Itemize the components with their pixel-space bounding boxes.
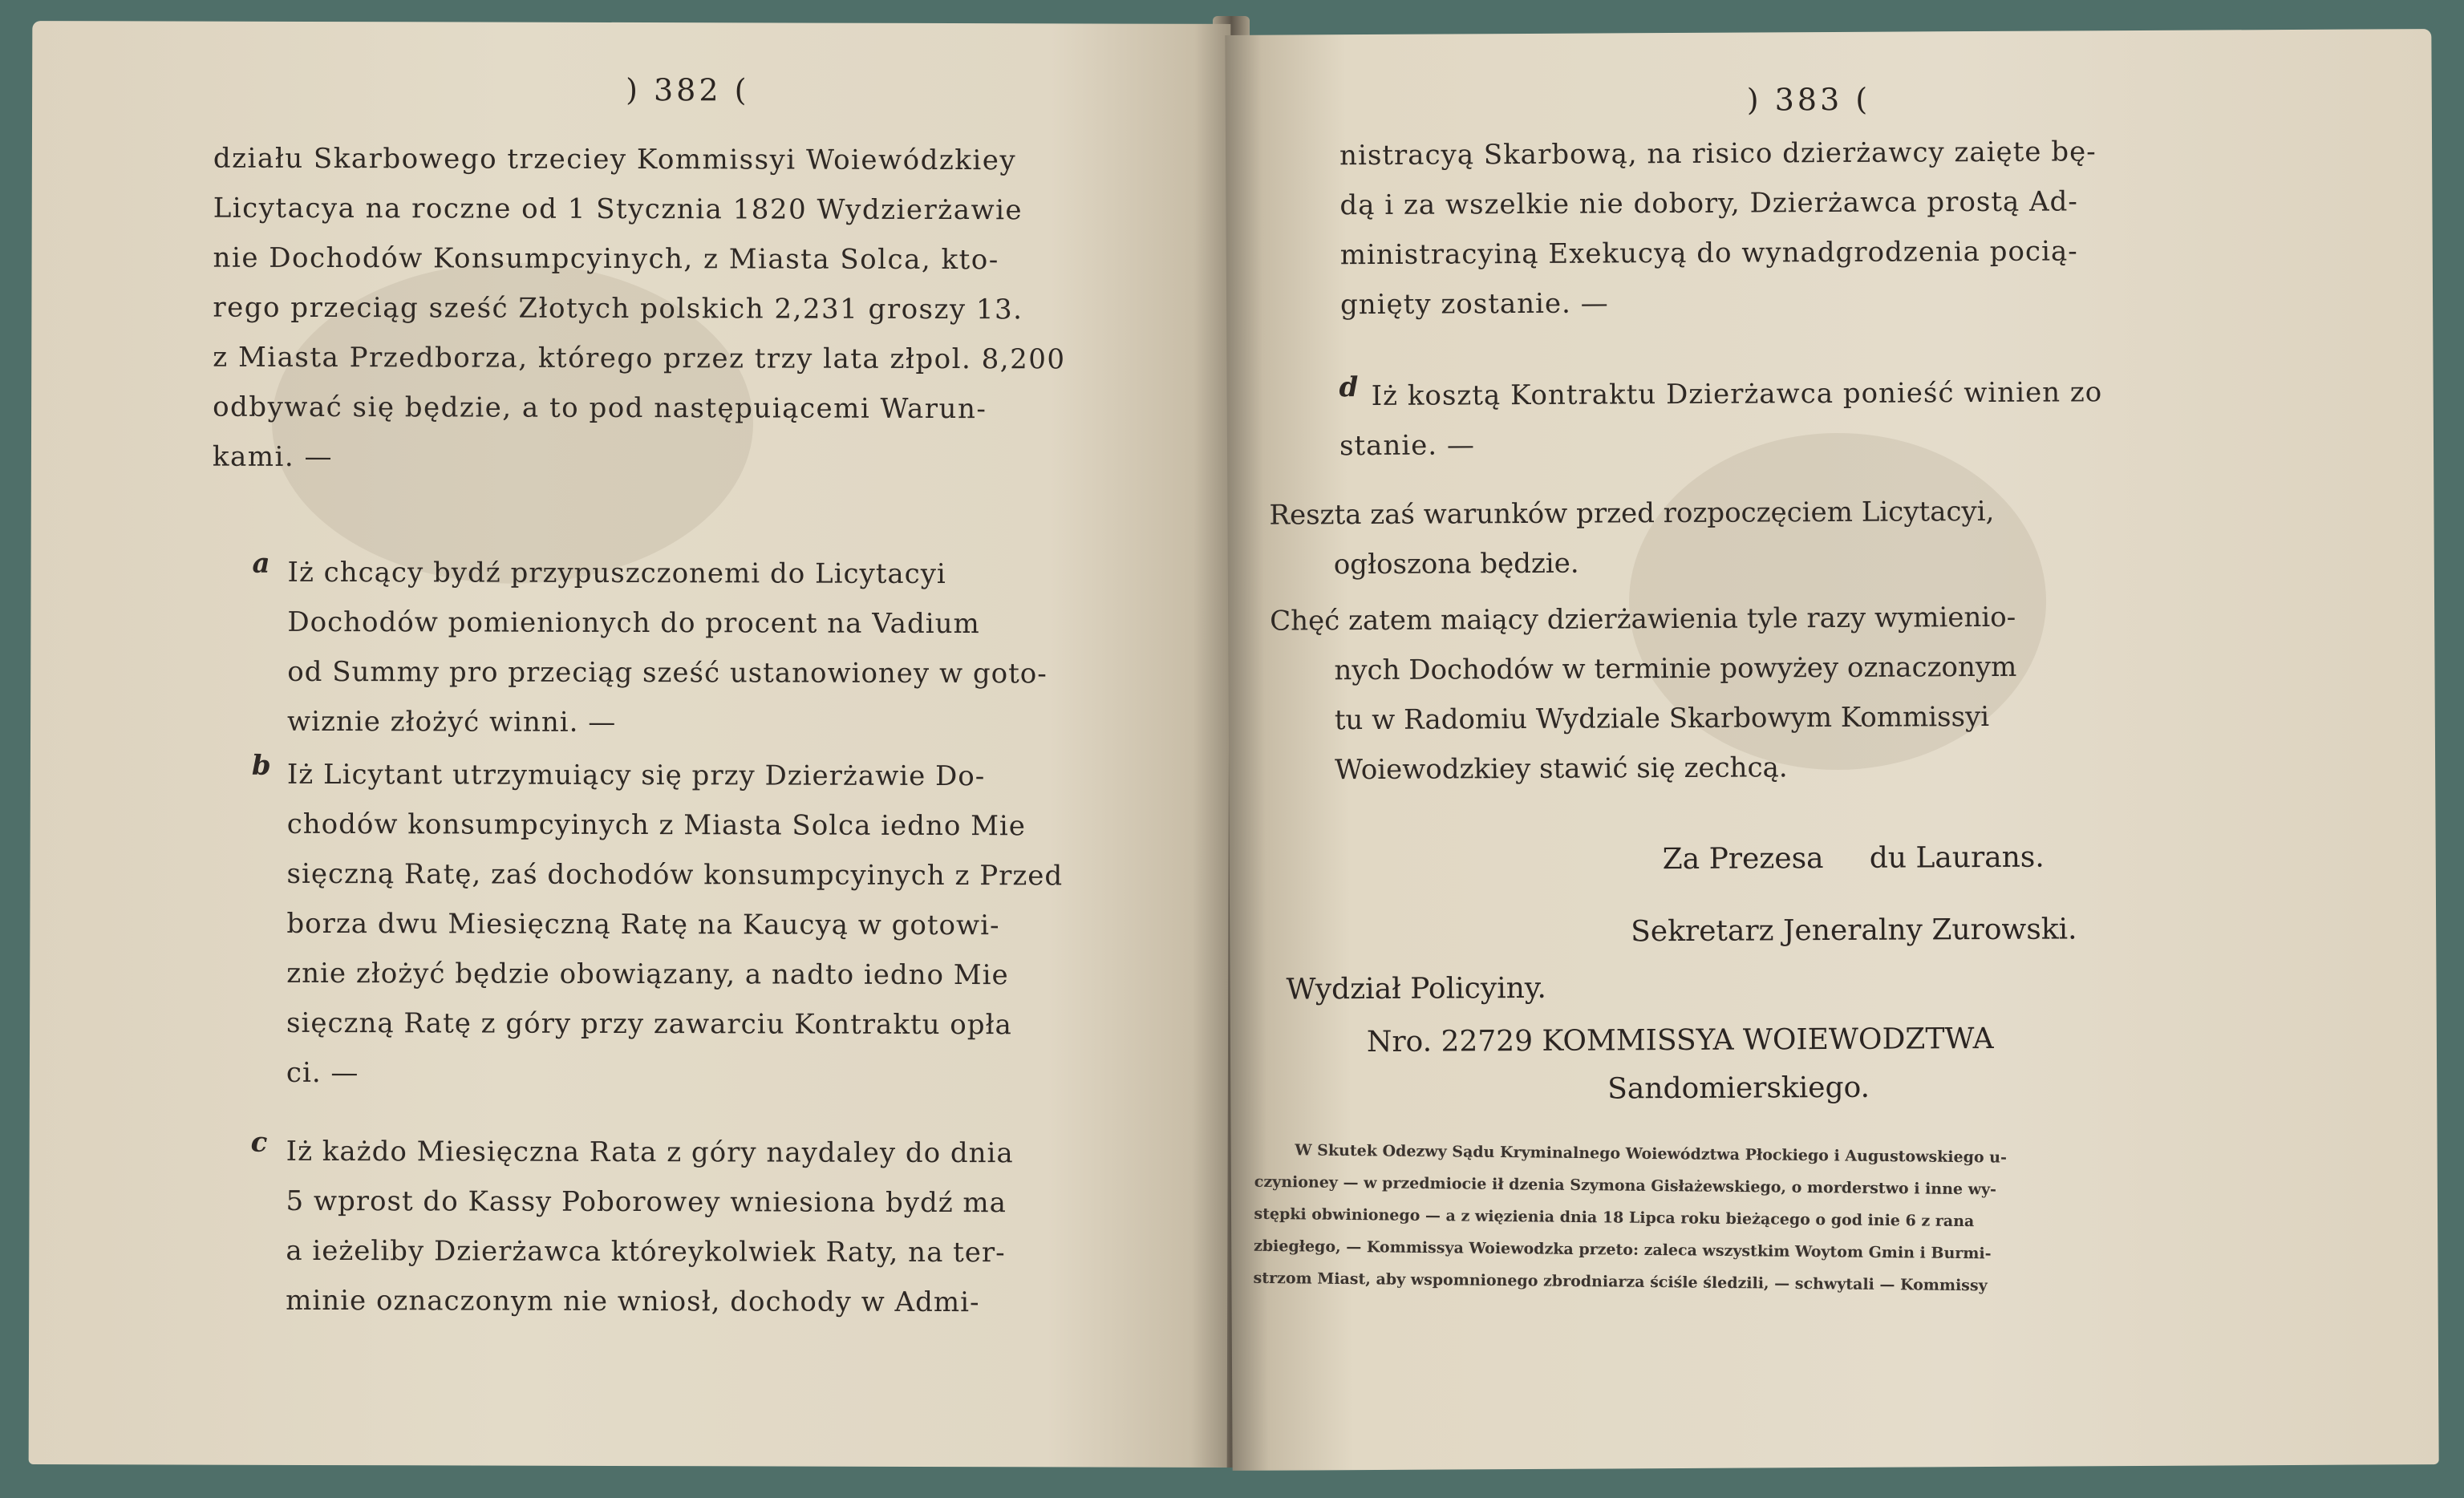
text-line: odbywać się będzie, a to pod następuiącemi Warun- bbox=[213, 391, 987, 426]
right-page-number: ) 383 ( bbox=[1746, 81, 1871, 118]
text-line: od Summy pro przeciąg sześć ustanowioney w goto- bbox=[287, 655, 1048, 690]
text-line: nych Dochodów w terminie powyżey oznaczonym bbox=[1334, 650, 2017, 687]
text-line: sięczną Ratę z góry przy zawarciu Kontraktu opła bbox=[286, 1006, 1012, 1042]
condition-marker: d bbox=[1339, 371, 1359, 404]
text-line: ministracyiną Exekucyą do wynadgrodzenia pocią- bbox=[1339, 235, 2078, 272]
condition-d bbox=[1339, 367, 2103, 471]
text-line: Iż Licytant utrzymuiący się przy Dzierżawie Do- bbox=[286, 758, 986, 793]
text-line: rego przeciąg sześć Złotych polskich 2,231 groszy 13. bbox=[213, 291, 1023, 326]
text-line: sięczną Ratę, zaś dochodów konsumpcyinych z Przed bbox=[286, 857, 1064, 893]
condition-c bbox=[250, 1126, 1014, 1327]
text-line: gnięty zostanie. — bbox=[1339, 287, 1609, 322]
condition-marker: c bbox=[250, 1126, 268, 1159]
text-line: z Miasta Przedborza, którego przez trzy lata złpol. 8,200 bbox=[213, 341, 1066, 376]
text-line: a ieżeliby Dzierżawca któreykolwiek Raty, na ter- bbox=[286, 1234, 1006, 1269]
text-line: Licytacya na roczne od 1 Stycznia 1820 Wydzierżawie bbox=[213, 192, 1023, 227]
text-line: kami. — bbox=[212, 440, 334, 474]
text-line: W Skutek Odezwy Sądu Kryminalnego Woiewództwa Płockiego i Augustowskiego u- bbox=[1295, 1141, 2008, 1167]
text-line: ogłoszona będzie. bbox=[1333, 547, 1579, 581]
text-line: Iż kosztą Kontraktu Dzierżawca ponieść winien zo bbox=[1371, 376, 2103, 413]
text-line: Iż każdo Miesięczna Rata z góry naydaley do dnia bbox=[286, 1135, 1014, 1170]
chec-paragraph bbox=[1270, 593, 2017, 796]
condition-marker: b bbox=[251, 749, 271, 782]
region-heading: Sandomierskiego. bbox=[1607, 1071, 1870, 1106]
text-line: tu w Radomiu Wydziale Skarbowym Kommissyi bbox=[1334, 700, 1990, 737]
text-line: nistracyą Skarbową, na risico dzierżawcy zaięte bę- bbox=[1339, 136, 2097, 172]
text-line: stępki obwinionego — a z więzienia dnia 18 Lipca roku bieżącego o god inie 6 z rana bbox=[1254, 1204, 1975, 1231]
left-body-text bbox=[213, 134, 1066, 484]
left-page-number: ) 382 ( bbox=[626, 71, 750, 108]
signature-secretary: Sekretarz Jeneralny Zurowski. bbox=[1631, 913, 2077, 949]
condition-b bbox=[251, 749, 1064, 1100]
right-continuation-text bbox=[1339, 127, 2097, 330]
text-line: chodów konsumpcyinych z Miasta Solca iedno Mie bbox=[286, 808, 1027, 843]
text-line: minie oznaczonym nie wniosł, dochody w Admi- bbox=[286, 1284, 980, 1319]
condition-marker: a bbox=[252, 547, 270, 580]
text-line: 5 wprost do Kassy Poborowey wniesiona bydź ma bbox=[286, 1184, 1007, 1220]
text-line: działu Skarbowego trzeciey Kommissyi Woiewódzkiey bbox=[213, 142, 1017, 177]
text-line: Reszta zaś warunków przed rozpoczęciem Licytacyi, bbox=[1269, 495, 1995, 532]
left-page bbox=[29, 21, 1231, 1468]
text-line: zbiegłego, — Kommissya Woiewodzka przeto: zaleca wszystkim Woytom Gmin i Burmi- bbox=[1253, 1237, 1992, 1263]
department-heading: Wydział Policyiny. bbox=[1286, 971, 1546, 1006]
text-line: borza dwu Miesięczną Ratę na Kaucyą w gotowi- bbox=[286, 907, 1000, 942]
text-line: ci. — bbox=[286, 1056, 359, 1090]
condition-a bbox=[252, 547, 1048, 748]
text-line: wiznie złożyć winni. — bbox=[287, 705, 617, 739]
text-line: Woiewodzkiey stawić się zechcą. bbox=[1335, 751, 1788, 787]
signature-president: Za Prezesa du Laurans. bbox=[1662, 840, 2045, 877]
text-line: Chęć zatem maiący dzierżawienia tyle razy wymienio- bbox=[1270, 601, 2016, 638]
text-line: znie złożyć będzie obowiązany, a nadto iedno Mie bbox=[286, 957, 1009, 992]
text-line: czynioney — w przedmiocie ił dzenia Szymona Gisłażewskiego, o morderstwo i inne wy- bbox=[1254, 1172, 1997, 1199]
notice-number-heading: Nro. 22729 KOMMISSYA WOIEWODZTWA bbox=[1366, 1022, 1994, 1059]
text-line: strzom Miast, aby wspomnionego zbrodniarza ściśle śledzili, — schwytali — Kommissy bbox=[1253, 1269, 1988, 1295]
text-line: dą i za wszelkie nie dobory, Dzierżawca prostą Ad- bbox=[1339, 185, 2078, 222]
reszta-paragraph bbox=[1269, 487, 1995, 590]
small-print-notice bbox=[1253, 1134, 2281, 1305]
text-line: nie Dochodów Konsumpcyinych, z Miasta Solca, kto- bbox=[213, 241, 999, 277]
text-line: stanie. — bbox=[1339, 429, 1476, 463]
text-line: Iż chcący bydź przypuszczonemi do Licytacyi bbox=[287, 556, 946, 591]
right-page bbox=[1225, 29, 2438, 1471]
text-line: Dochodów pomienionych do procent na Vadium bbox=[287, 605, 980, 641]
